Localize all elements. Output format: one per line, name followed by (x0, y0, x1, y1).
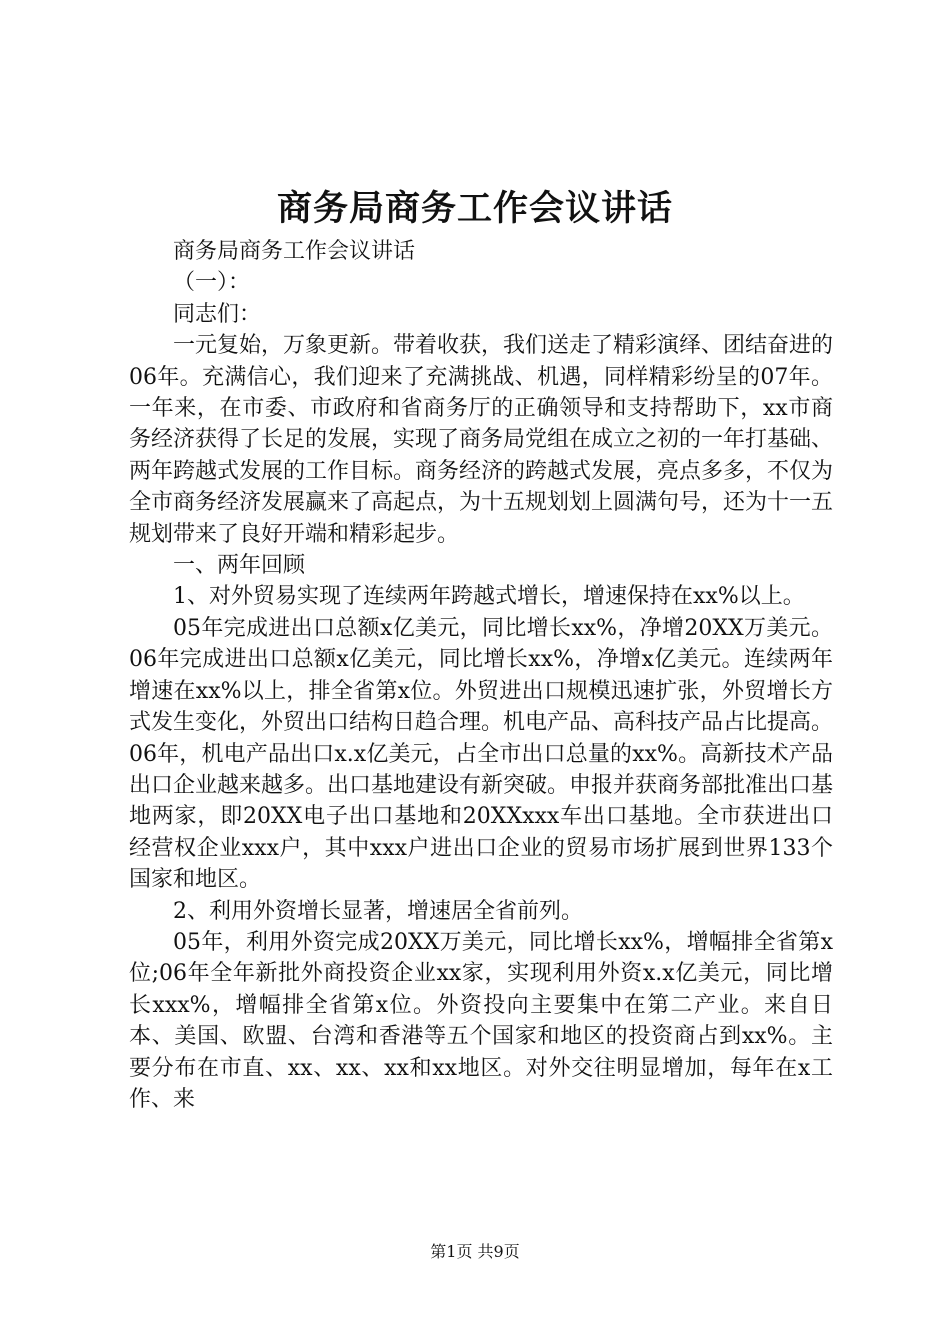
paragraph-investment-details: 05年，利用外资完成20XX万美元，同比增长xx%，增幅排全省第x位;06年全年新批外商投资企业xx家，实现利用外资x.x亿美元，同比增长xxx%，增幅排全省第x位。外资投向主要集中在第二产业。来自日本、美国、欧盟、台湾和香港等五个国家和地区的投资商占到xx%。主要分布在市直、xx、xx、xx和xx地区。对外交往明显增加，每年在x工作、来 (129, 929, 833, 1112)
paragraph-heading-review: 一、两年回顾 (173, 553, 306, 579)
paragraph-section-marker: （一）： (173, 270, 251, 296)
paragraph-subtitle: 商务局商务工作会议讲话 (173, 239, 416, 264)
paragraph-trade-details: 05年完成进出口总额x亿美元，同比增长xx%，净增20XX万美元。06年完成进出口总额x亿美元，同比增长xx%，净增x亿美元。连续两年增速在xx%以上，排全省第x位。外贸进出口规模迅速扩张，外贸增长方式发生变化，外贸出口结构日趋合理。机电产品、高科技产品占比提高。06年，机电产品出口x.x亿美元，占全市出口总量的xx%。高新技术产品出口企业越来越多。出口基地建设有新突破。申报并获商务部批准出口基地两家，即20XX电子出口基地和20XXxxx车出口基地。全市获进出口经营权企业xxx户，其中xxx户进出口企业的贸易市场扩展到世界133个国家和地区。 (129, 615, 834, 893)
page-number-footer: 第1页 共9页 (430, 1242, 520, 1261)
document-body (129, 236, 833, 1115)
document-title: 商务局商务工作会议讲话 (276, 188, 673, 229)
paragraph-heading-investment: 2、利用外资增长显著，增速居全省前列。 (173, 898, 583, 924)
paragraph-heading-trade: 1、对外贸易实现了连续两年跨越式增长，增速保持在xx%以上。 (173, 584, 805, 610)
paragraph-salutation: 同志们： (173, 301, 262, 327)
paragraph-intro: 一元复始，万象更新。带着收获，我们送走了精彩演绎、团结奋进的06年。充满信心，我们迎来了充满挑战、机遇，同样精彩纷呈的07年。一年来，在市委、市政府和省商务厅的正确领导和支持帮助下，xx市商务经济获得了长足的发展，实现了商务局党组在成立之初的一年打基础、两年跨越式发展的工作目标。商务经济的跨越式发展，亮点多多，不仅为全市商务经济发展赢来了高起点，为十五规划划上圆满句号，还为十一五规划带来了良好开端和精彩起步。 (129, 333, 834, 547)
